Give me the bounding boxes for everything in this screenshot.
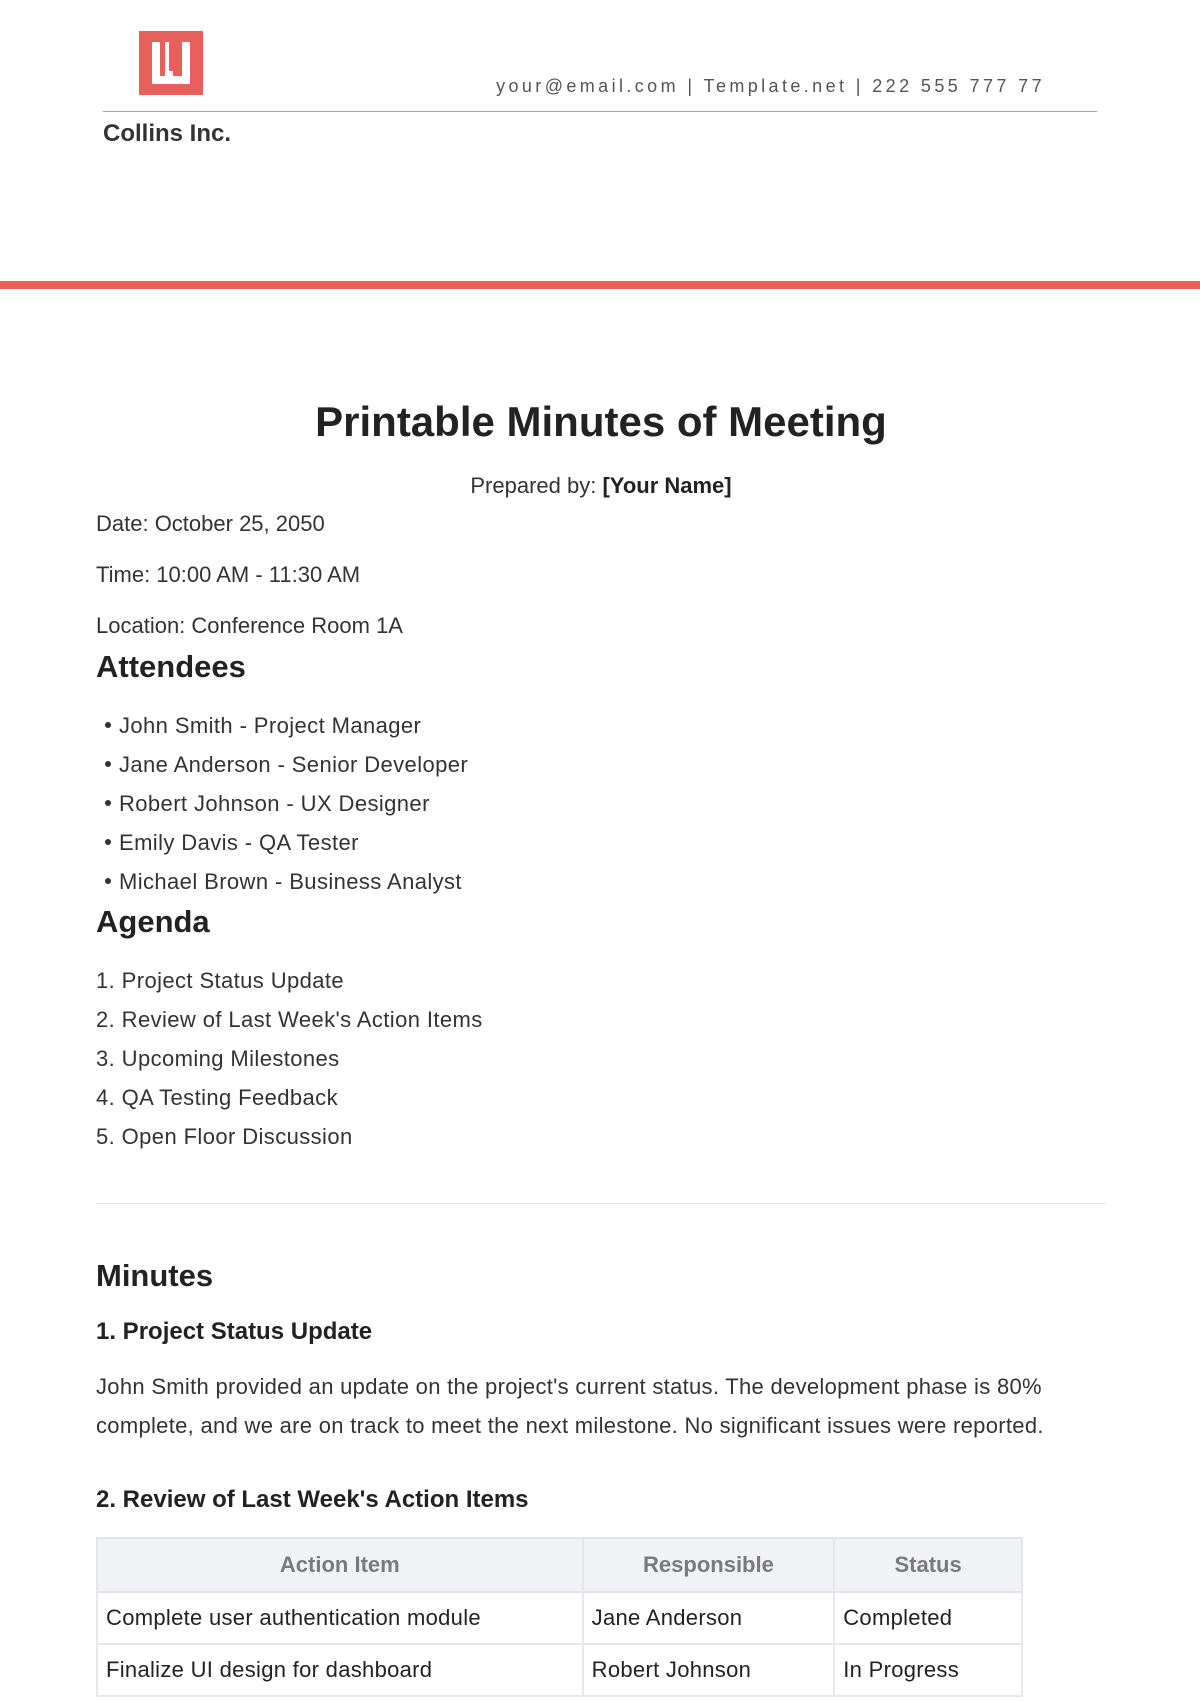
bullet-icon <box>105 722 111 728</box>
prepared-by-label: Prepared by: <box>470 473 597 498</box>
list-item: 4. QA Testing Feedback <box>96 1085 338 1110</box>
bullet-icon <box>105 800 111 806</box>
agenda-heading: Agenda <box>96 904 210 939</box>
column-header: Status <box>834 1538 1022 1592</box>
meeting-date: Date: October 25, 2050 <box>96 511 325 536</box>
list-item <box>96 823 468 862</box>
bullet-icon <box>105 839 111 845</box>
list-item: 5. Open Floor Discussion <box>96 1124 353 1149</box>
section-divider <box>96 1203 1106 1204</box>
list-item <box>96 745 468 784</box>
list-item: 3. Upcoming Milestones <box>96 1046 340 1071</box>
minutes-heading: Minutes <box>96 1258 214 1293</box>
table-cell: Robert Johnson <box>583 1644 835 1696</box>
document-header <box>0 0 1200 290</box>
list-item: 1. Project Status Update <box>96 968 345 993</box>
column-header: Responsible <box>583 1538 835 1592</box>
attendee-name: Jane Anderson - Senior Developer <box>119 752 469 777</box>
agenda-list <box>96 961 483 1156</box>
header-divider <box>103 111 1097 112</box>
attendee-name: Robert Johnson - UX Designer <box>119 791 430 816</box>
bullet-icon <box>105 878 111 884</box>
brand-logo-icon <box>139 31 203 95</box>
table-cell: Jane Anderson <box>583 1592 835 1644</box>
list-item <box>96 706 468 745</box>
meeting-location: Location: Conference Room 1A <box>96 613 403 638</box>
company-name: Collins Inc. <box>103 120 232 147</box>
meeting-time: Time: 10:00 AM - 11:30 AM <box>96 562 361 587</box>
accent-band <box>0 281 1200 289</box>
action-items-table <box>96 1537 1023 1697</box>
list-item: 2. Review of Last Week's Action Items <box>96 1007 483 1032</box>
table-row <box>97 1644 1022 1696</box>
list-item <box>96 784 468 823</box>
attendee-name: Emily Davis - QA Tester <box>119 830 359 855</box>
minutes-section-text: John Smith provided an update on the project's current status. The development phase is 80% complete, and we are on track to meet the next milestone. No significant issues were reported. <box>96 1374 1044 1438</box>
table-cell: Finalize UI design for dashboard <box>97 1644 583 1696</box>
page-title: Printable Minutes of Meeting <box>315 398 887 445</box>
prepared-by <box>96 472 1106 500</box>
contact-info: your@email.com | Template.net | 222 555 777 77 <box>496 76 1045 96</box>
table-cell: In Progress <box>834 1644 1022 1696</box>
attendees-list <box>96 706 468 901</box>
table-row <box>97 1592 1022 1644</box>
attendee-name: John Smith - Project Manager <box>119 713 422 738</box>
table-cell: Complete user authentication module <box>97 1592 583 1644</box>
attendee-name: Michael Brown - Business Analyst <box>119 869 462 894</box>
column-header: Action Item <box>97 1538 583 1592</box>
attendees-heading: Attendees <box>96 649 246 684</box>
minutes-section-title: 1. Project Status Update <box>96 1318 373 1345</box>
table-header-row <box>97 1538 1022 1592</box>
minutes-section-title: 2. Review of Last Week's Action Items <box>96 1486 529 1513</box>
list-item <box>96 862 468 901</box>
bullet-icon <box>105 761 111 767</box>
prepared-by-name: [Your Name] <box>602 473 732 498</box>
table-cell: Completed <box>834 1592 1022 1644</box>
